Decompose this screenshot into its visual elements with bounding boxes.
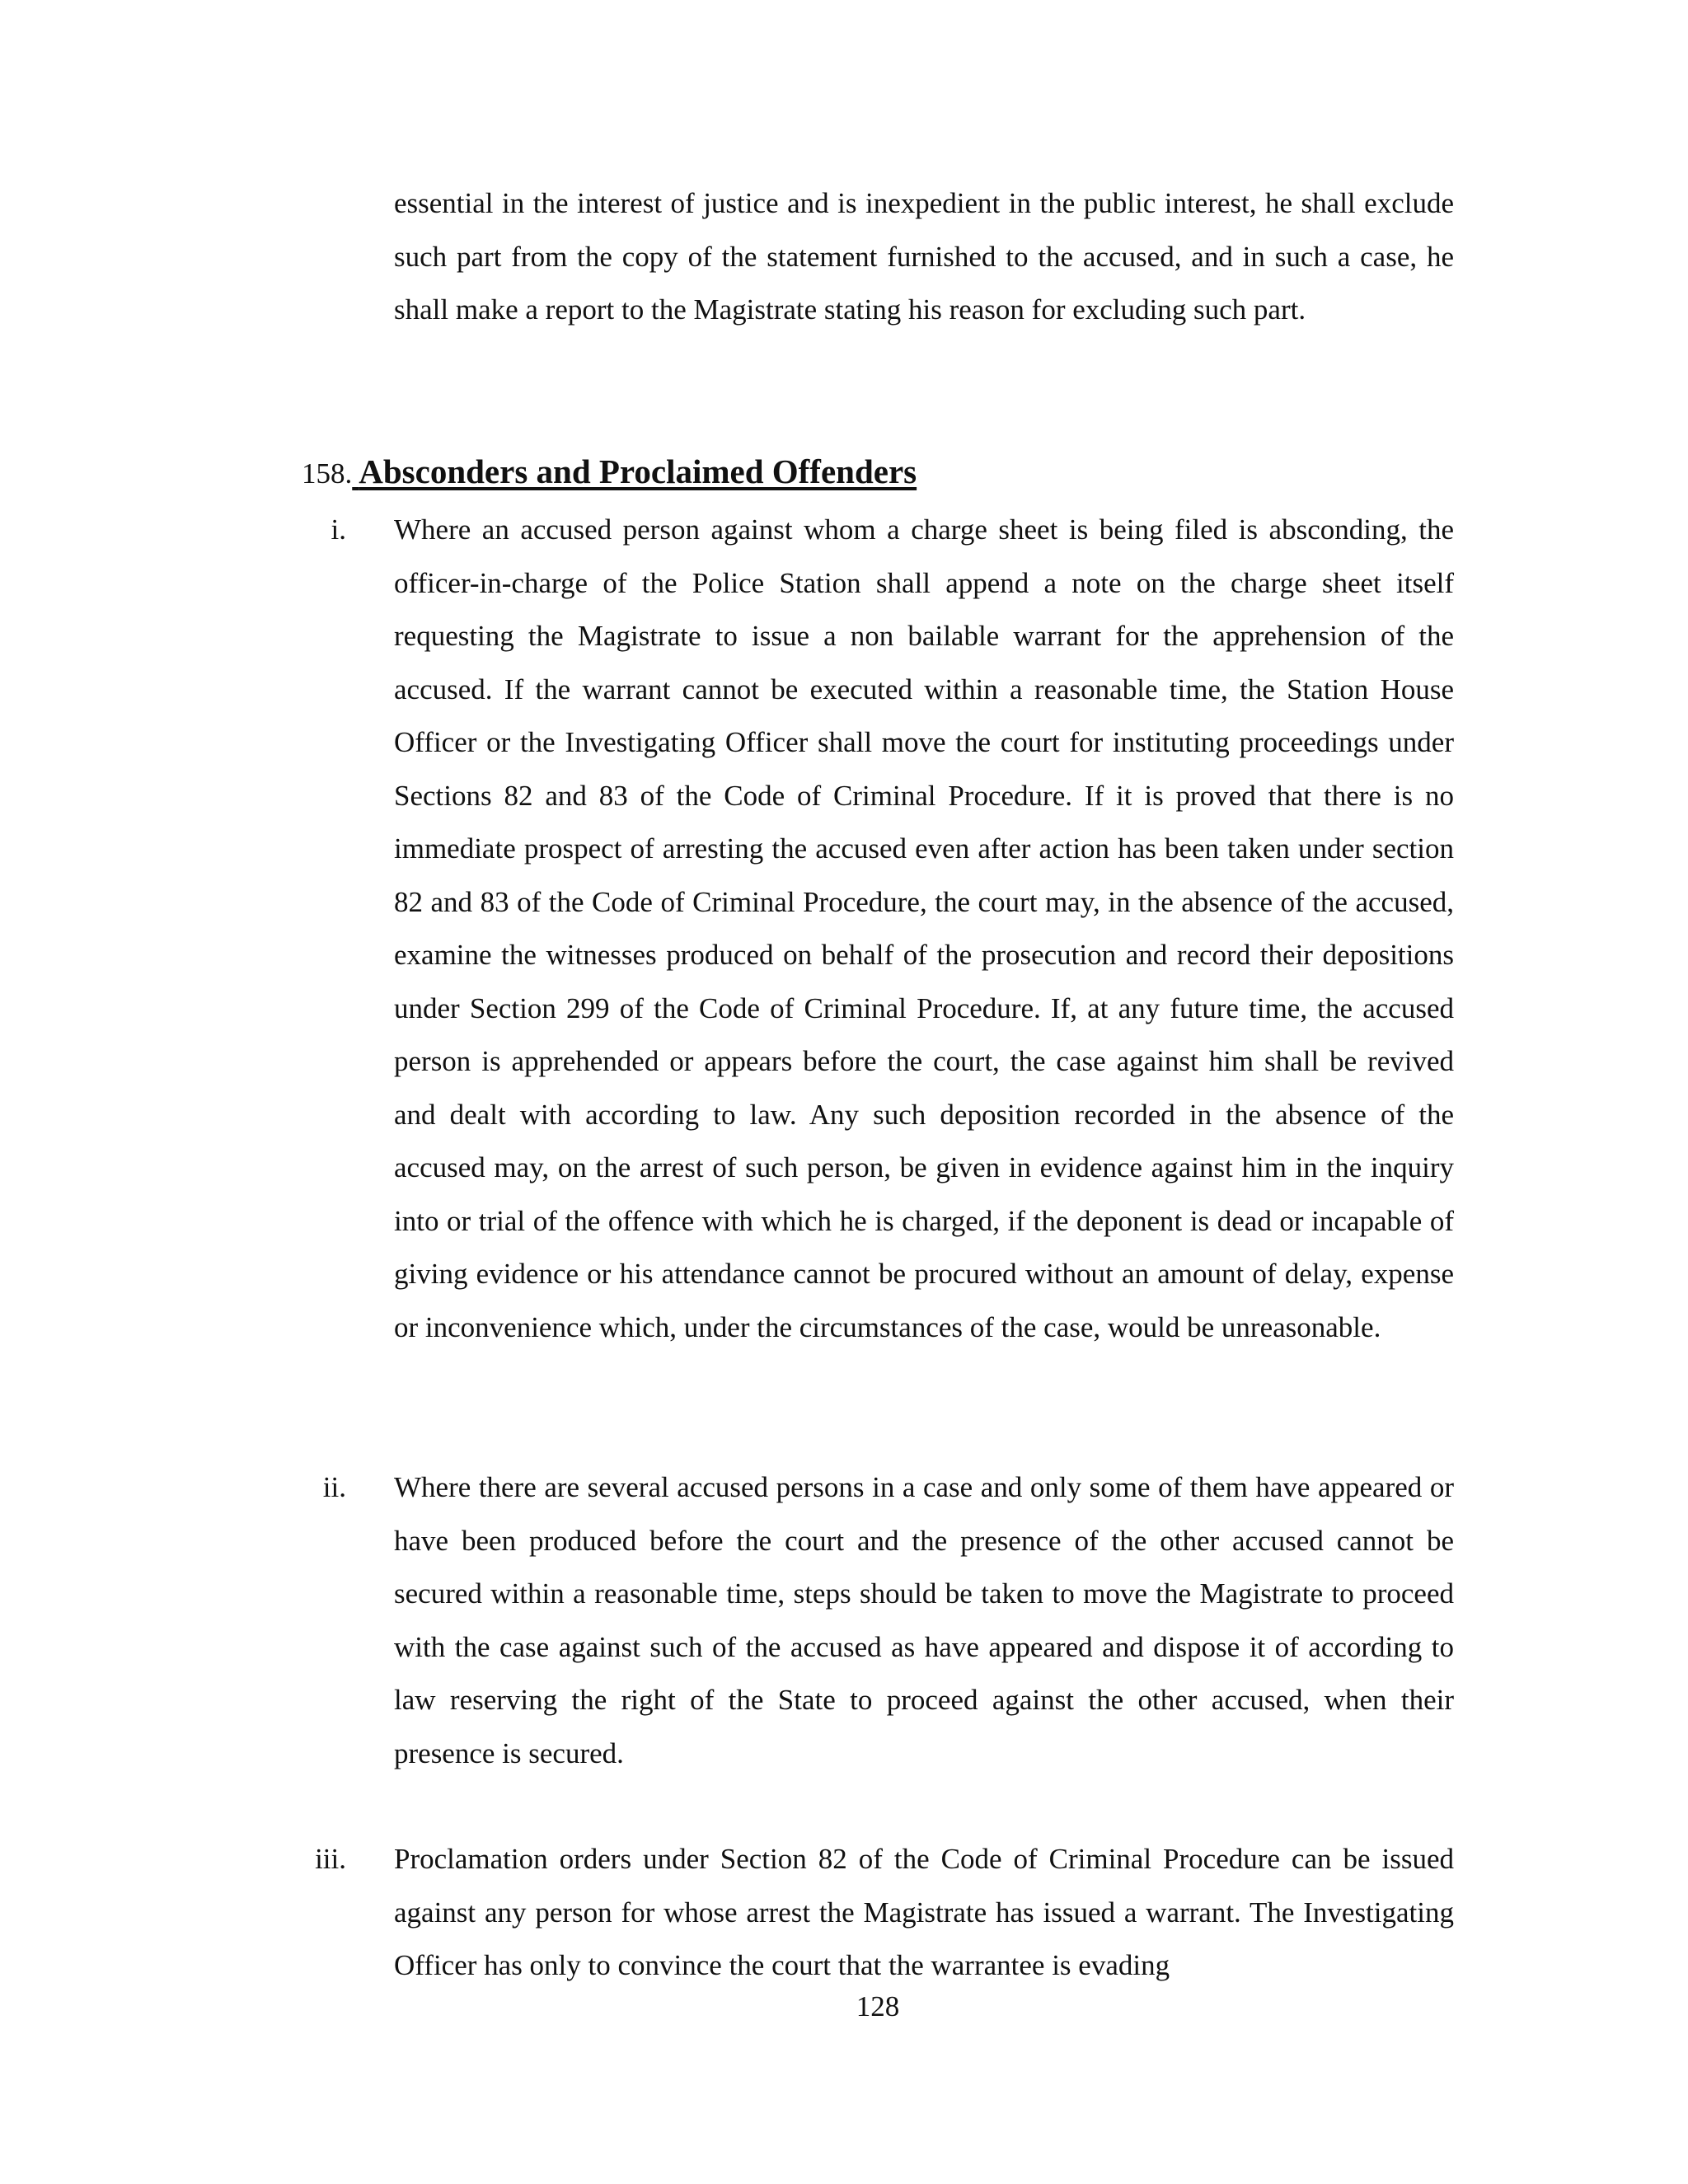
item-text-i: Where an accused person against whom a charge sheet is being filed is absconding, the officer-in-charge of the Police Station shall append a note on the charge sheet itself requesting the Magistrate to issue a non bailable warrant for the apprehension of the accused. If the warrant cannot be executed within a reasonable time, the Station House Officer or the Investigating Officer shall move the court for instituting proceedings under Sections 82 and 83 of the Code of Criminal Procedure. If it is proved that there is no immediate prospect of arresting the accused even after action has been taken under section 82 and 83 of the Code of Criminal Procedure, the court may, in the absence of the accused, examine the witnesses produced on behalf of the prosecution and record their depositions under Section 299 of the Code of Criminal Procedure. If, at any future time, the accused person is apprehended or appears before the court, the case against him shall be revived and dealt with according to law. Any such deposition recorded in the absence of the accused may, on the arrest of such person, be given in evidence against him in the inquiry into or trial of the offence with which he is charged, if the deponent is dead or incapable of giving evidence or his attendance cannot be procured without an amount of delay, expense or inconvenience which, under the circumstances of the case, would be unreasonable. (394, 513, 1454, 1343)
page-number: 128 (856, 1990, 900, 2022)
section-title-text: Absconders and Proclaimed Offenders (359, 452, 917, 490)
item-label-iii: iii. (315, 1843, 346, 1875)
item-text-iii: Proclamation orders under Section 82 of the Code of Criminal Procedure can be issued against any person for whose arrest the Magistrate has issued a warrant. The Investigating Officer has only to convince the court that the warrantee is evading (394, 1843, 1454, 1981)
intro-paragraph: essential in the interest of justice and is inexpedient in the public interest, he shall exclude such part from the copy of the statement furnished to the accused, and in such a case, he shall make a report to the Magistrate stating his reason for excluding such part. (394, 187, 1454, 326)
item-text-ii: Where there are several accused persons in a case and only some of them have appeared or have been produced before the court and the presence of the other accused cannot be secured within a reasonable time, steps should be taken to move the Magistrate to proceed with the case against such of the accused as have appeared and dispose it of according to law reserving the right of the State to proceed against the other accused, when their presence is secured. (394, 1471, 1454, 1769)
section-number: 158. (302, 457, 353, 490)
section-title (352, 452, 917, 490)
section-heading (302, 447, 917, 502)
item-label-ii: ii. (322, 1471, 346, 1503)
item-label-i: i. (331, 513, 346, 546)
